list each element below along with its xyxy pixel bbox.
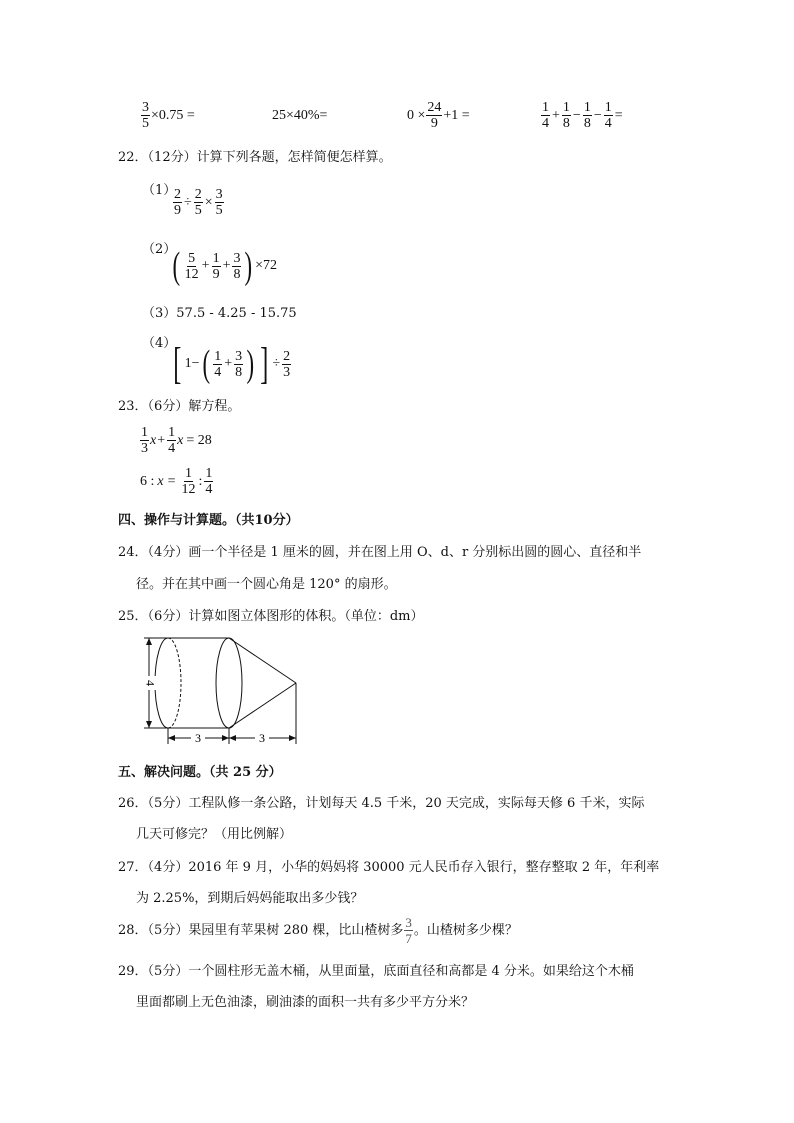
cone-bottom-edge <box>229 683 296 728</box>
fraction-numerator: 1 <box>214 348 222 364</box>
operator: + <box>157 432 166 448</box>
expression-pre: 0 × <box>407 107 426 123</box>
arrow-right <box>289 735 296 741</box>
question-28-text-end: 。山楂树多少棵？ <box>413 923 518 938</box>
arrow-up <box>146 638 152 645</box>
fraction-numerator: 1 <box>604 100 612 115</box>
fraction-denominator: 7 <box>405 931 412 946</box>
cylinder-cone-figure <box>138 632 308 748</box>
fraction-numerator: 1 <box>185 466 193 481</box>
operator: − <box>593 107 602 123</box>
q22-part3: （3）57.5 - 4.25 - 15.75 <box>142 306 297 321</box>
right-bracket: ] <box>260 339 269 388</box>
oral-calc-4 <box>540 100 624 131</box>
equation-lhs: 6 : <box>140 473 155 489</box>
ratio-colon: : <box>198 473 203 489</box>
fraction-numerator: 3 <box>142 100 149 115</box>
fraction-numerator: 3 <box>215 187 223 202</box>
fraction-numerator: 3 <box>235 348 243 364</box>
fraction-denominator: 3 <box>141 441 148 456</box>
question-27-line2: 为 2.25%，到期后妈妈能取出多少钱？ <box>136 891 364 906</box>
operator: − <box>572 107 581 123</box>
fraction-denominator: 5 <box>194 203 202 218</box>
cone-length-label: 3 <box>259 731 265 745</box>
question-26-line1: 26．（5分）工程队修一条公路，计划每天 4.5 千米，20 天完成，实际每天修 6 千米，实际 <box>118 796 645 811</box>
fraction-numerator: 1 <box>583 100 591 115</box>
arrow-left <box>168 735 175 741</box>
equals-sign: = <box>167 473 176 489</box>
expression-post: +1 = <box>443 107 470 123</box>
fraction-denominator: 3 <box>283 364 291 380</box>
height-label: 4 <box>143 680 158 686</box>
left-ellipse-back <box>168 638 181 728</box>
q22-part1-expression <box>172 187 225 218</box>
fraction-denominator: 9 <box>212 266 220 282</box>
fraction-numerator: 1 <box>212 250 220 266</box>
operator: + <box>222 258 231 273</box>
operator: × <box>204 194 213 210</box>
question-24-line2: 径。并在其中画一个圆心角是 120° 的扇形。 <box>136 577 397 592</box>
q22-part4-expression <box>170 339 292 388</box>
q22-part2-expression <box>170 247 277 285</box>
arrow-right <box>222 735 229 741</box>
fraction-denominator: 4 <box>168 441 176 456</box>
fraction-denominator: 9 <box>174 203 181 218</box>
q22-part4-label: （4） <box>142 336 177 351</box>
q22-part2-label: （2） <box>142 242 177 257</box>
oral-calc-3 <box>407 100 470 131</box>
right-ellipse <box>216 638 242 728</box>
q22-part1-label: （1） <box>142 183 177 198</box>
fraction-denominator: 12 <box>181 482 196 497</box>
fraction-numerator: 24 <box>427 100 442 115</box>
section-4-heading: 四、操作与计算题。（共10分） <box>118 513 299 528</box>
q23-equation-1 <box>139 425 212 456</box>
arrow-left <box>229 735 236 741</box>
fraction-numerator: 3 <box>233 250 241 266</box>
fraction-numerator: 1 <box>542 100 549 115</box>
fraction-numerator: 1 <box>205 466 213 481</box>
fraction-denominator: 8 <box>233 266 241 282</box>
fraction-numerator: 1 <box>141 425 148 440</box>
fraction-numerator: 5 <box>188 250 196 266</box>
fraction-denominator: 9 <box>430 116 438 131</box>
fraction-denominator: 8 <box>583 116 591 131</box>
operator: ÷ <box>184 194 192 210</box>
left-bracket: [ <box>173 339 182 388</box>
fraction-numerator: 2 <box>194 187 202 202</box>
variable-x: x <box>157 473 164 489</box>
fraction-denominator: 4 <box>604 116 612 131</box>
question-25-title: 25．（6分）计算如图立体图形的体积。（单位：dm） <box>118 609 424 624</box>
right-paren: ) <box>246 343 255 385</box>
fraction-numerator: 2 <box>174 187 181 202</box>
question-26-line2: 几天可修完？（用比例解） <box>136 827 293 842</box>
expression-one: 1− <box>184 356 200 371</box>
expression-tail: ×72 <box>255 258 278 273</box>
left-paren: ( <box>202 343 210 385</box>
section-5-heading: 五、解决问题。（共 25 分） <box>118 765 282 780</box>
right-paren: ) <box>245 245 253 287</box>
cylinder-length-label: 3 <box>195 731 201 745</box>
expression-rest: ×0.75 = <box>151 107 195 123</box>
question-27-line1: 27．（4分）2016 年 9 月，小华的妈妈将 30000 元人民币存入银行，整存整取 2 年，年利率 <box>118 860 660 875</box>
fraction-denominator: 4 <box>205 482 213 497</box>
variable-x: x <box>150 432 157 448</box>
oral-calc-1 <box>140 100 195 131</box>
operator: = <box>614 107 623 123</box>
oral-calc-2: 25×40%= <box>272 108 328 123</box>
fraction-denominator: 12 <box>184 266 199 282</box>
question-24-line1: 24．（4分）画一个半径是 1 厘米的圆，并在图上用 O、d、r 分别标出圆的圆心、直径和半 <box>118 545 642 560</box>
question-28 <box>118 915 518 946</box>
operator: + <box>552 107 560 123</box>
fraction-numerator: 2 <box>283 348 291 364</box>
operator: ÷ <box>272 356 281 371</box>
question-29-line2: 里面都刷上无色油漆，刷油漆的面积一共有多少平方分米？ <box>136 995 475 1010</box>
operator: + <box>224 356 233 371</box>
fraction-denominator: 5 <box>142 116 149 131</box>
question-23-title: 23．（6分）解方程。 <box>118 399 241 414</box>
question-22-title: 22．（12分）计算下列各题，怎样简便怎样算。 <box>118 150 392 165</box>
operator: + <box>201 258 210 273</box>
variable-x: x <box>177 432 184 448</box>
arrow-down <box>146 721 152 728</box>
fraction-numerator: 3 <box>405 915 412 930</box>
left-paren: ( <box>172 245 181 287</box>
fraction-numerator: 1 <box>562 100 570 115</box>
fraction-denominator: 8 <box>562 116 570 131</box>
fraction-numerator: 1 <box>168 425 176 440</box>
fraction-denominator: 5 <box>215 203 223 218</box>
question-28-text: 28．（5分）果园里有苹果树 280 棵，比山楂树多 <box>118 923 404 938</box>
fraction-denominator: 4 <box>214 364 222 380</box>
cone-top-edge <box>229 638 296 683</box>
fraction-denominator: 4 <box>542 116 549 131</box>
fraction-denominator: 8 <box>235 364 243 380</box>
q23-equation-2 <box>140 466 214 497</box>
equation-rhs: = 28 <box>186 432 212 448</box>
question-29-line1: 29．（5分）一个圆柱形无盖木桶，从里面量，底面直径和高都是 4 分米。如果给这个木桶 <box>118 964 634 979</box>
